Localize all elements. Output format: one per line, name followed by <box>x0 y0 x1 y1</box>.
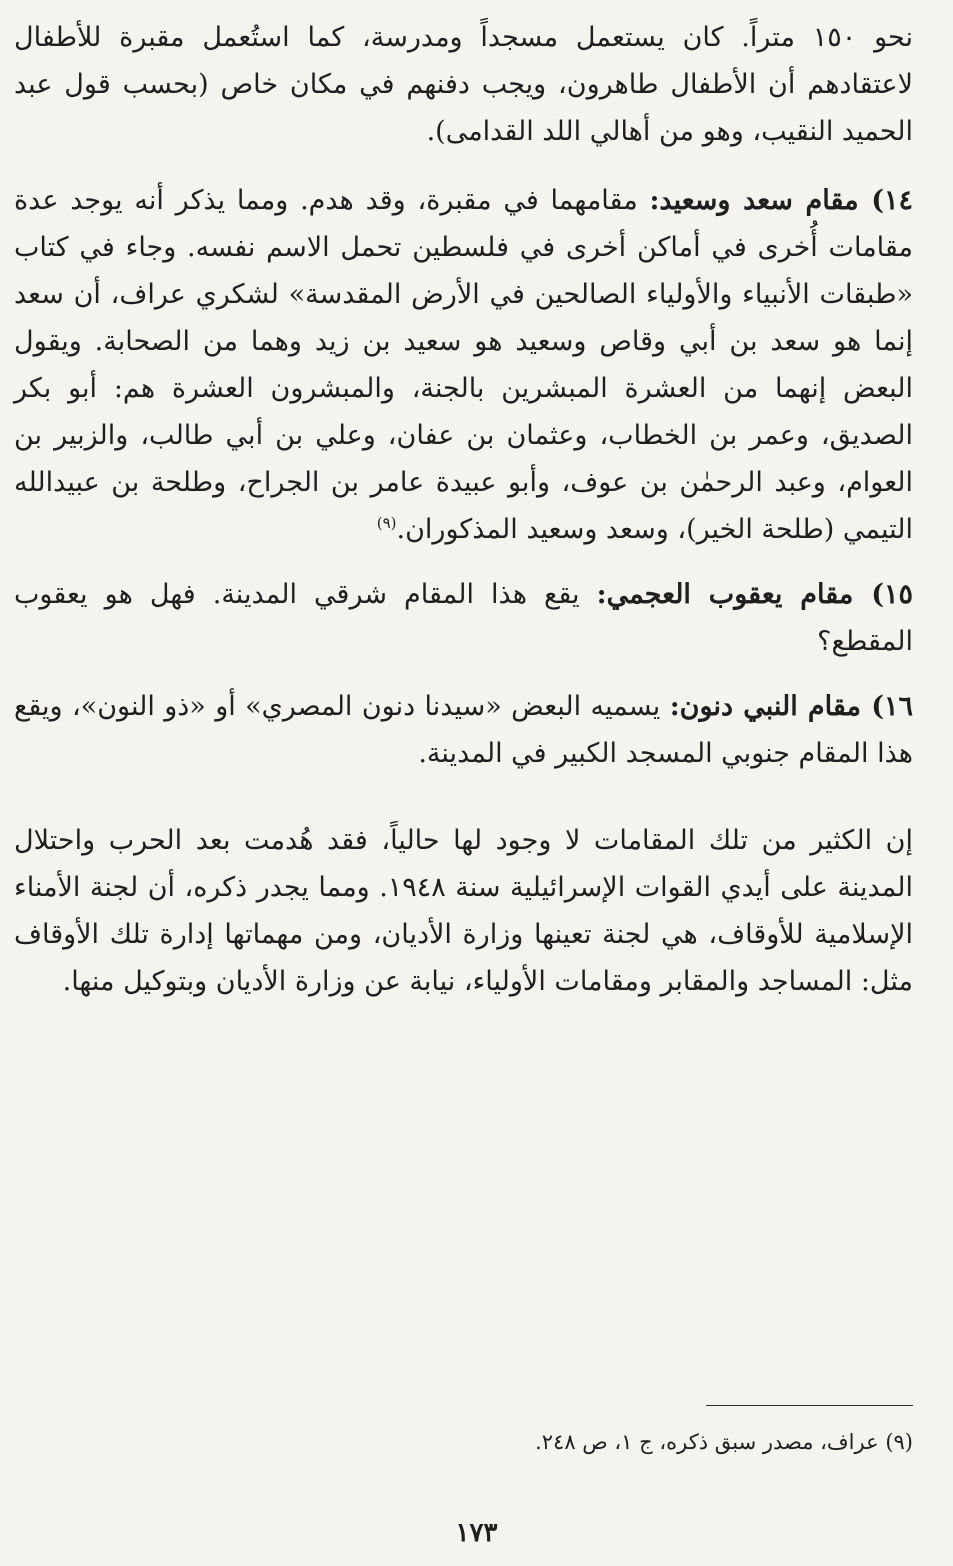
paragraph-item-16 <box>14 683 913 777</box>
footnote-ref-9[interactable]: (٩) <box>376 514 397 532</box>
item-16-text: يسميه البعض «سيدنا دنون المصري» أو «ذو النون»، ويقع هذا المقام جنوبي المسجد الكبير في المدينة. <box>14 691 913 769</box>
item-16-heading: ١٦) مقام النبي دنون: <box>669 691 913 722</box>
page-number: ١٧٣ <box>455 1518 498 1548</box>
footnote <box>43 1424 913 1460</box>
paragraph-item-14 <box>14 177 913 553</box>
paragraph-intro-text: نحو ١٥٠ متراً. كان يستعمل مسجداً ومدرسة، كما استُعمل مقبرة للأطفال لاعتقادهم أن الأطفال طاهرون، ويجب دفنهم في مكان خاص (بحسب قول عبد الحميد النقيب، وهو من أهالي اللد القدامى). <box>14 22 913 147</box>
footnote-9-text: (٩) عراف، مصدر سبق ذكره، ج ١، ص ٢٤٨. <box>535 1430 913 1454</box>
footnote-divider <box>706 1405 913 1406</box>
item-14-text: مقامهما في مقبرة، وقد هدم. ومما يذكر أنه يوجد عدة مقامات أُخرى في أماكن أخرى في فلسطين تحمل الاسم نفسه. وجاء في كتاب «طبقات الأنبياء والأولياء الصالحين في الأرض المقدسة» لشكري عراف، أن سعد إنما هو سعد بن أبي وقاص وسعيد هو سعيد بن زيد وهما من الصحابة. ويقول البعض إنهما من العشرة المبشرين بالجنة، والمبشرون العشرة هم: أبو بكر الصديق، وعمر بن الخطاب، وعثمان بن عفان، وعلي بن أبي طالب، والزبير بن العوام، وعبد الرحمٰن بن عوف، وأبو عبيدة عامر بن الجراح، وطلحة بن عبيدالله التيمي (طلحة الخير)، وسعد وسعيد المذكوران. <box>14 185 913 545</box>
body-text <box>14 14 913 1023</box>
item-15-text: يقع هذا المقام شرقي المدينة. فهل هو يعقوب المقطع؟ <box>14 579 913 657</box>
paragraph-item-15 <box>14 571 913 665</box>
item-14-heading: ١٤) مقام سعد وسعيد: <box>649 185 913 216</box>
item-15-heading: ١٥) مقام يعقوب العجمي: <box>596 579 913 610</box>
paragraph-closing-text: إن الكثير من تلك المقامات لا وجود لها حالياً، فقد هُدمت بعد الحرب واحتلال المدينة على أيدي القوات الإسرائيلية سنة ١٩٤٨. ومما يجدر ذكره، أن لجنة الأمناء الإسلامية للأوقاف، هي لجنة تعينها وزارة الأديان، ومن مهماتها إدارة تلك الأوقاف مثل: المساجد والمقابر ومقامات الأولياء، نيابة عن وزارة الأديان وبتوكيل منها. <box>14 825 913 997</box>
paragraph-intro <box>14 14 913 155</box>
paragraph-closing <box>14 817 913 1005</box>
